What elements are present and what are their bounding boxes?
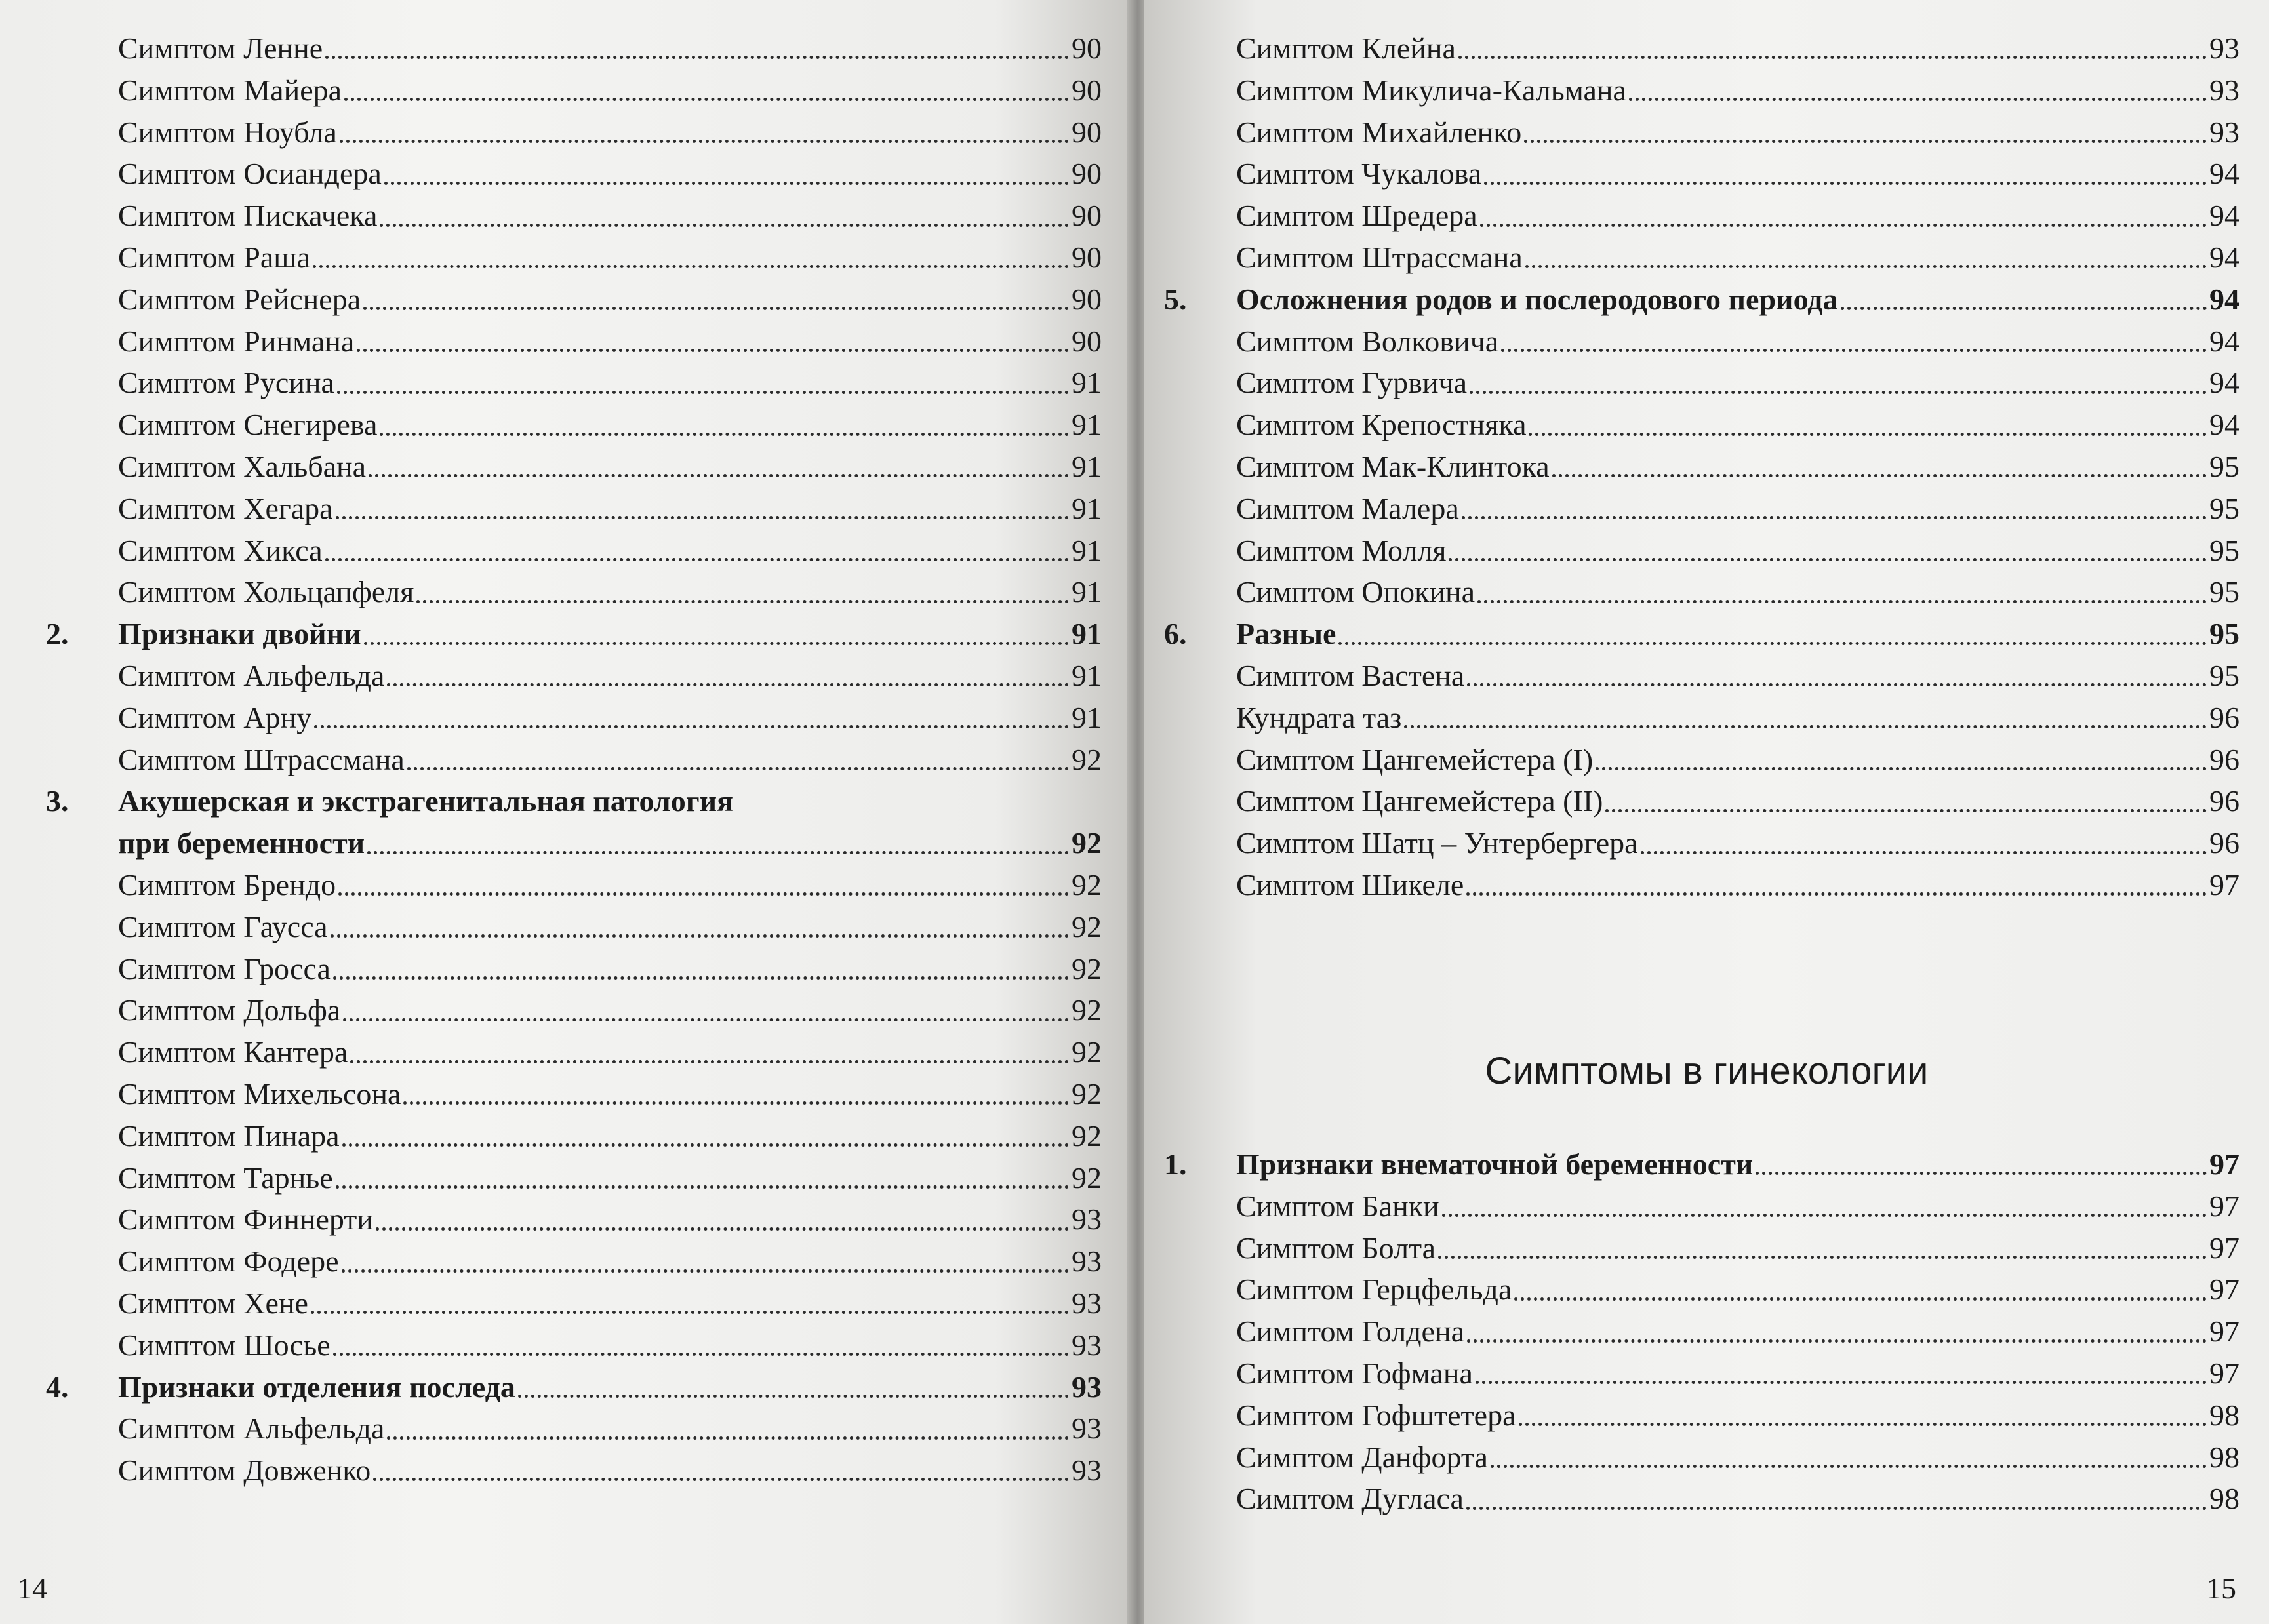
entry-page-number: 95 xyxy=(2209,491,2239,525)
toc-entry-row xyxy=(46,1450,1102,1492)
entry-title: Разные xyxy=(1236,617,1336,651)
entry-title: Симптом Клейна xyxy=(1236,31,1456,65)
toc-entry-row xyxy=(46,1073,1102,1115)
toc-entry-row xyxy=(1164,864,2239,906)
toc-entry-row xyxy=(1164,404,2239,446)
toc-entry-row xyxy=(1164,1269,2239,1311)
dot-leader xyxy=(333,1353,1069,1356)
dot-leader xyxy=(1477,600,2207,603)
toc-entry-row xyxy=(1164,1311,2239,1353)
dot-leader xyxy=(1449,558,2207,561)
toc-entry-row xyxy=(46,111,1102,153)
entry-page-number: 90 xyxy=(1072,240,1102,274)
toc-entry-row xyxy=(46,655,1102,697)
toc-entry-row xyxy=(1164,69,2239,111)
entry-page-number: 92 xyxy=(1072,909,1102,943)
dot-leader xyxy=(367,851,1069,854)
entry-title: Симптом Хальбана xyxy=(118,449,367,483)
toc-entry-row xyxy=(46,279,1102,321)
entry-title: Симптом Болта xyxy=(1236,1231,1436,1265)
toc-entry-row xyxy=(46,1240,1102,1282)
entry-title: Симптом Шредера xyxy=(1236,199,1477,233)
section-heading: Симптомы в гинекологии xyxy=(1485,1050,1929,1092)
toc-entry-row xyxy=(46,195,1102,237)
toc-section-row xyxy=(1164,613,2239,655)
entry-page-number: 97 xyxy=(2209,1189,2239,1223)
left-page xyxy=(0,0,1131,1624)
toc-entry-row xyxy=(46,1157,1102,1199)
toc-entry-row xyxy=(46,153,1102,195)
dot-leader xyxy=(376,1227,1069,1231)
entry-title: Симптом Ринмана xyxy=(118,324,355,358)
entry-title: Симптом Гофштетера xyxy=(1236,1398,1516,1432)
toc-entry-row xyxy=(46,530,1102,572)
toc-entry-row xyxy=(1164,362,2239,404)
section-number: 4. xyxy=(46,1370,69,1404)
dot-leader xyxy=(373,1478,1069,1481)
section-number: 2. xyxy=(46,617,69,651)
toc-entry-row xyxy=(46,989,1102,1031)
dot-leader xyxy=(380,224,1069,227)
dot-leader xyxy=(1466,1507,2207,1510)
dot-leader xyxy=(387,1436,1069,1440)
entry-title: Симптом Банки xyxy=(1236,1189,1439,1223)
entry-page-number: 90 xyxy=(1072,31,1102,65)
dot-leader xyxy=(1841,307,2207,310)
entry-title: Симптом Михайленко xyxy=(1236,115,1522,149)
toc-entry-row xyxy=(46,321,1102,363)
toc-entry-row xyxy=(1164,780,2239,822)
entry-page-number: 91 xyxy=(1072,575,1102,609)
toc-entry-row xyxy=(46,1324,1102,1366)
entry-page-number: 96 xyxy=(2209,784,2239,818)
section-number: 1. xyxy=(1164,1147,1187,1181)
section-number: 5. xyxy=(1164,282,1187,316)
entry-title: Симптом Хольцапфеля xyxy=(118,575,414,609)
dot-leader xyxy=(363,307,1069,310)
entry-page-number: 90 xyxy=(1072,199,1102,233)
toc-entry-row xyxy=(46,362,1102,404)
toc-entry-row xyxy=(1164,1353,2239,1395)
dot-leader xyxy=(518,1395,1069,1398)
dot-leader xyxy=(342,1269,1069,1273)
toc-entry-row xyxy=(46,1115,1102,1157)
entry-title: Осложнения родов и послеродового периода xyxy=(1236,282,1838,316)
toc-entry-row xyxy=(1164,739,2239,781)
entry-page-number: 98 xyxy=(2209,1398,2239,1432)
entry-title: Симптом Штрассмана xyxy=(118,742,405,776)
dot-leader xyxy=(336,1185,1069,1189)
entry-page-number: 94 xyxy=(2209,157,2239,191)
entry-title: Симптом Крепостняка xyxy=(1236,408,1527,442)
entry-title: Симптом Волковича xyxy=(1236,324,1499,358)
dot-leader xyxy=(357,349,1069,352)
toc-entry-row xyxy=(46,1408,1102,1450)
dot-leader xyxy=(1756,1172,2207,1175)
toc-list-right-top xyxy=(1164,28,2239,906)
toc-entry-row xyxy=(46,488,1102,530)
toc-entry-row xyxy=(1164,697,2239,739)
entry-page-number: 97 xyxy=(2209,1231,2239,1265)
entry-title: Симптом Гурвича xyxy=(1236,366,1467,400)
entry-title: Признаки двойни xyxy=(118,617,361,651)
entry-page-number: 94 xyxy=(2209,408,2239,442)
entry-title: Симптом Брендо xyxy=(118,867,336,901)
entry-title: Симптом Рейснера xyxy=(118,282,361,316)
dot-leader xyxy=(403,1101,1069,1105)
entry-title: при беременности xyxy=(118,826,365,860)
dot-leader xyxy=(1491,1465,2207,1468)
dot-leader xyxy=(342,1143,1069,1147)
dot-leader xyxy=(1641,851,2207,854)
dot-leader xyxy=(313,265,1069,268)
entry-title: Симптом Снегирева xyxy=(118,408,378,442)
entry-title: Симптом Хикса xyxy=(118,533,323,567)
entry-title: Признаки отделения последа xyxy=(118,1370,515,1404)
entry-title: Симптом Раша xyxy=(118,240,311,274)
entry-page-number: 93 xyxy=(1072,1412,1102,1446)
entry-page-number: 94 xyxy=(2209,366,2239,400)
entry-page-number: 91 xyxy=(1072,366,1102,400)
section-number: 6. xyxy=(1164,617,1187,651)
entry-page-number: 92 xyxy=(1072,742,1102,776)
dot-leader xyxy=(1525,265,2207,268)
entry-title: Симптом Хегара xyxy=(118,491,333,525)
entry-title: Признаки внематочной беременности xyxy=(1236,1147,1754,1181)
section-number: 3. xyxy=(46,784,69,818)
page-number-left: 14 xyxy=(17,1572,47,1605)
entry-page-number: 93 xyxy=(2209,115,2239,149)
dot-leader xyxy=(344,98,1069,101)
entry-page-number: 90 xyxy=(1072,324,1102,358)
toc-entry-row xyxy=(1164,28,2239,69)
toc-entry-row xyxy=(46,69,1102,111)
entry-page-number: 91 xyxy=(1072,658,1102,692)
dot-leader xyxy=(1467,1339,2207,1343)
page-number-right: 15 xyxy=(2206,1572,2236,1605)
entry-title: Симптом Молля xyxy=(1236,533,1447,567)
entry-page-number: 92 xyxy=(1072,1160,1102,1195)
dot-leader xyxy=(336,516,1069,519)
toc-entry-row xyxy=(46,237,1102,279)
toc-entry-row xyxy=(46,28,1102,69)
entry-title: Симптом Вастена xyxy=(1236,658,1465,692)
entry-title: Симптом Фодере xyxy=(118,1244,339,1278)
toc-list-left xyxy=(46,28,1102,1492)
entry-page-number: 95 xyxy=(2209,449,2239,483)
dot-leader xyxy=(325,558,1069,561)
entry-page-number: 93 xyxy=(1072,1202,1102,1237)
dot-leader xyxy=(407,767,1069,770)
entry-title: Симптом Довженко xyxy=(118,1454,371,1488)
dot-leader xyxy=(1462,516,2207,519)
toc-entry-row xyxy=(1164,111,2239,153)
entry-title: Симптом Микулича-Кальмана xyxy=(1236,73,1626,107)
entry-title: Симптом Гаусса xyxy=(118,909,328,943)
toc-entry-row xyxy=(46,697,1102,739)
entry-title: Симптом Пискачека xyxy=(118,199,378,233)
toc-section-row xyxy=(46,613,1102,655)
toc-list-right-bottom xyxy=(1164,1143,2239,1520)
toc-entry-row xyxy=(1164,488,2239,530)
dot-leader xyxy=(1529,433,2207,436)
dot-leader xyxy=(384,182,1069,185)
entry-title: Симптом Русина xyxy=(118,366,334,400)
entry-title: Симптом Пинара xyxy=(118,1119,340,1153)
entry-title: Симптом Шосье xyxy=(118,1328,331,1362)
dot-leader xyxy=(1404,725,2207,728)
entry-page-number: 90 xyxy=(1072,157,1102,191)
entry-page-number: 95 xyxy=(2209,575,2239,609)
toc-entry-row xyxy=(1164,446,2239,488)
toc-section-row xyxy=(1164,1143,2239,1185)
entry-page-number: 95 xyxy=(2209,617,2239,651)
entry-page-number: 94 xyxy=(2209,199,2239,233)
dot-leader xyxy=(1484,182,2207,185)
entry-page-number: 97 xyxy=(2209,1356,2239,1390)
entry-title: Симптом Михельсона xyxy=(118,1077,401,1111)
entry-page-number: 92 xyxy=(1072,826,1102,860)
toc-entry-row xyxy=(46,864,1102,906)
entry-page-number: 96 xyxy=(2209,742,2239,776)
entry-title: Симптом Цангемейстера (II) xyxy=(1236,784,1603,818)
entry-title: Симптом Арну xyxy=(118,700,312,734)
entry-page-number: 94 xyxy=(2209,324,2239,358)
toc-entry-row xyxy=(46,571,1102,613)
entry-title: Симптом Герцфельда xyxy=(1236,1273,1512,1307)
dot-leader xyxy=(1476,1381,2207,1384)
entry-page-number: 95 xyxy=(2209,533,2239,567)
dot-leader xyxy=(1470,391,2207,394)
dot-leader xyxy=(337,391,1069,394)
dot-leader xyxy=(350,1060,1069,1063)
entry-title: Симптом Гофмана xyxy=(1236,1356,1473,1390)
dot-leader xyxy=(387,683,1069,686)
entry-page-number: 92 xyxy=(1072,1119,1102,1153)
entry-page-number: 92 xyxy=(1072,993,1102,1027)
dot-leader xyxy=(1605,809,2207,812)
toc-entry-row xyxy=(1164,321,2239,363)
toc-entry-row xyxy=(1164,530,2239,572)
toc-entry-row xyxy=(1164,153,2239,195)
toc-entry-row xyxy=(1164,1185,2239,1227)
entry-page-number: 92 xyxy=(1072,1077,1102,1111)
toc-entry-row xyxy=(46,1198,1102,1240)
entry-title: Симптом Альфельда xyxy=(118,658,385,692)
entry-title: Симптом Цангемейстера (I) xyxy=(1236,742,1594,776)
dot-leader xyxy=(416,600,1069,603)
dot-leader xyxy=(1338,642,2207,645)
entry-title: Симптом Тарнье xyxy=(118,1160,333,1195)
dot-leader xyxy=(1466,892,2207,896)
toc-entry-row xyxy=(1164,571,2239,613)
dot-leader xyxy=(1514,1297,2207,1301)
entry-page-number: 97 xyxy=(2209,1315,2239,1349)
entry-page-number: 98 xyxy=(2209,1482,2239,1516)
dot-leader xyxy=(1596,767,2207,770)
entry-title: Симптом Хене xyxy=(118,1286,308,1320)
entry-page-number: 91 xyxy=(1072,449,1102,483)
entry-title: Симптом Шикеле xyxy=(1236,867,1464,901)
toc-entry-row xyxy=(46,948,1102,990)
entry-page-number: 93 xyxy=(1072,1328,1102,1362)
toc-entry-row xyxy=(1164,1227,2239,1269)
entry-page-number: 93 xyxy=(1072,1286,1102,1320)
entry-title: Симптом Малера xyxy=(1236,491,1459,525)
entry-page-number: 96 xyxy=(2209,700,2239,734)
entry-title: Кундрата таз xyxy=(1236,700,1402,734)
toc-entry-row xyxy=(1164,655,2239,697)
entry-page-number: 91 xyxy=(1072,408,1102,442)
entry-page-number: 98 xyxy=(2209,1440,2239,1474)
dot-leader xyxy=(331,934,1069,938)
entry-title: Симптом Мак-Клинтока xyxy=(1236,449,1550,483)
dot-leader xyxy=(364,642,1069,645)
dot-leader xyxy=(343,1018,1069,1021)
dot-leader xyxy=(340,140,1069,143)
toc-entry-row xyxy=(1164,822,2239,864)
toc-section-row-continued xyxy=(46,822,1102,864)
entry-page-number: 95 xyxy=(2209,658,2239,692)
dot-leader xyxy=(1629,98,2207,101)
dot-leader xyxy=(380,433,1069,436)
dot-leader xyxy=(1552,474,2207,477)
toc-section-row xyxy=(1164,279,2239,321)
entry-title: Акушерская и экстрагенитальная патология xyxy=(118,784,733,818)
toc-entry-row xyxy=(46,739,1102,781)
entry-page-number: 97 xyxy=(2209,867,2239,901)
dot-leader xyxy=(333,976,1069,980)
entry-title: Симптом Чукалова xyxy=(1236,157,1482,191)
dot-leader xyxy=(1438,1256,2207,1259)
entry-title: Симптом Ленне xyxy=(118,31,323,65)
dot-leader xyxy=(1442,1214,2207,1217)
entry-title: Симптом Голдена xyxy=(1236,1315,1465,1349)
right-page xyxy=(1144,0,2269,1624)
entry-title: Симптом Ноубла xyxy=(118,115,337,149)
toc-entry-row xyxy=(46,446,1102,488)
toc-entry-row xyxy=(46,1031,1102,1073)
dot-leader xyxy=(1458,56,2207,59)
dot-leader xyxy=(1501,349,2207,352)
dot-leader xyxy=(311,1311,1069,1314)
entry-page-number: 91 xyxy=(1072,617,1102,651)
toc-entry-row xyxy=(46,906,1102,948)
entry-title: Симптом Гросса xyxy=(118,951,331,985)
dot-leader xyxy=(1519,1423,2207,1426)
entry-page-number: 93 xyxy=(1072,1370,1102,1404)
entry-page-number: 96 xyxy=(2209,826,2239,860)
entry-page-number: 97 xyxy=(2209,1273,2239,1307)
entry-title: Симптом Шатц – Унтербергера xyxy=(1236,826,1638,860)
toc-entry-row xyxy=(1164,1395,2239,1436)
toc-entry-row xyxy=(46,1282,1102,1324)
entry-title: Симптом Альфельда xyxy=(118,1412,385,1446)
entry-title: Симптом Дугласа xyxy=(1236,1482,1464,1516)
toc-entry-row xyxy=(1164,237,2239,279)
entry-page-number: 93 xyxy=(2209,73,2239,107)
entry-page-number: 90 xyxy=(1072,73,1102,107)
toc-entry-row xyxy=(1164,1436,2239,1478)
entry-page-number: 92 xyxy=(1072,867,1102,901)
dot-leader xyxy=(1467,683,2207,686)
toc-section-row xyxy=(46,1366,1102,1408)
dot-leader xyxy=(338,892,1069,896)
entry-page-number: 92 xyxy=(1072,951,1102,985)
dot-leader xyxy=(1524,140,2207,143)
dot-leader xyxy=(314,725,1069,728)
entry-title: Симптом Майера xyxy=(118,73,342,107)
entry-title: Симптом Кантера xyxy=(118,1035,348,1069)
entry-page-number: 91 xyxy=(1072,700,1102,734)
entry-page-number: 93 xyxy=(2209,31,2239,65)
toc-entry-row xyxy=(1164,195,2239,237)
entry-page-number: 92 xyxy=(1072,1035,1102,1069)
dot-leader xyxy=(1480,224,2207,227)
entry-page-number: 94 xyxy=(2209,240,2239,274)
entry-page-number: 91 xyxy=(1072,533,1102,567)
entry-page-number: 90 xyxy=(1072,282,1102,316)
entry-title: Симптом Опокина xyxy=(1236,575,1476,609)
entry-title: Симптом Данфорта xyxy=(1236,1440,1488,1474)
entry-page-number: 93 xyxy=(1072,1454,1102,1488)
entry-page-number: 93 xyxy=(1072,1244,1102,1278)
dot-leader xyxy=(325,56,1069,59)
entry-page-number: 97 xyxy=(2209,1147,2239,1181)
entry-page-number: 90 xyxy=(1072,115,1102,149)
dot-leader xyxy=(369,474,1069,477)
entry-title: Симптом Дольфа xyxy=(118,993,341,1027)
toc-section-row xyxy=(46,780,1102,822)
entry-title: Симптом Штрассмана xyxy=(1236,240,1523,274)
toc-entry-row xyxy=(46,404,1102,446)
toc-entry-row xyxy=(1164,1478,2239,1520)
entry-page-number: 94 xyxy=(2209,282,2239,316)
entry-page-number: 91 xyxy=(1072,491,1102,525)
entry-title: Симптом Финнерти xyxy=(118,1202,373,1237)
entry-title: Симптом Осиандера xyxy=(118,157,382,191)
